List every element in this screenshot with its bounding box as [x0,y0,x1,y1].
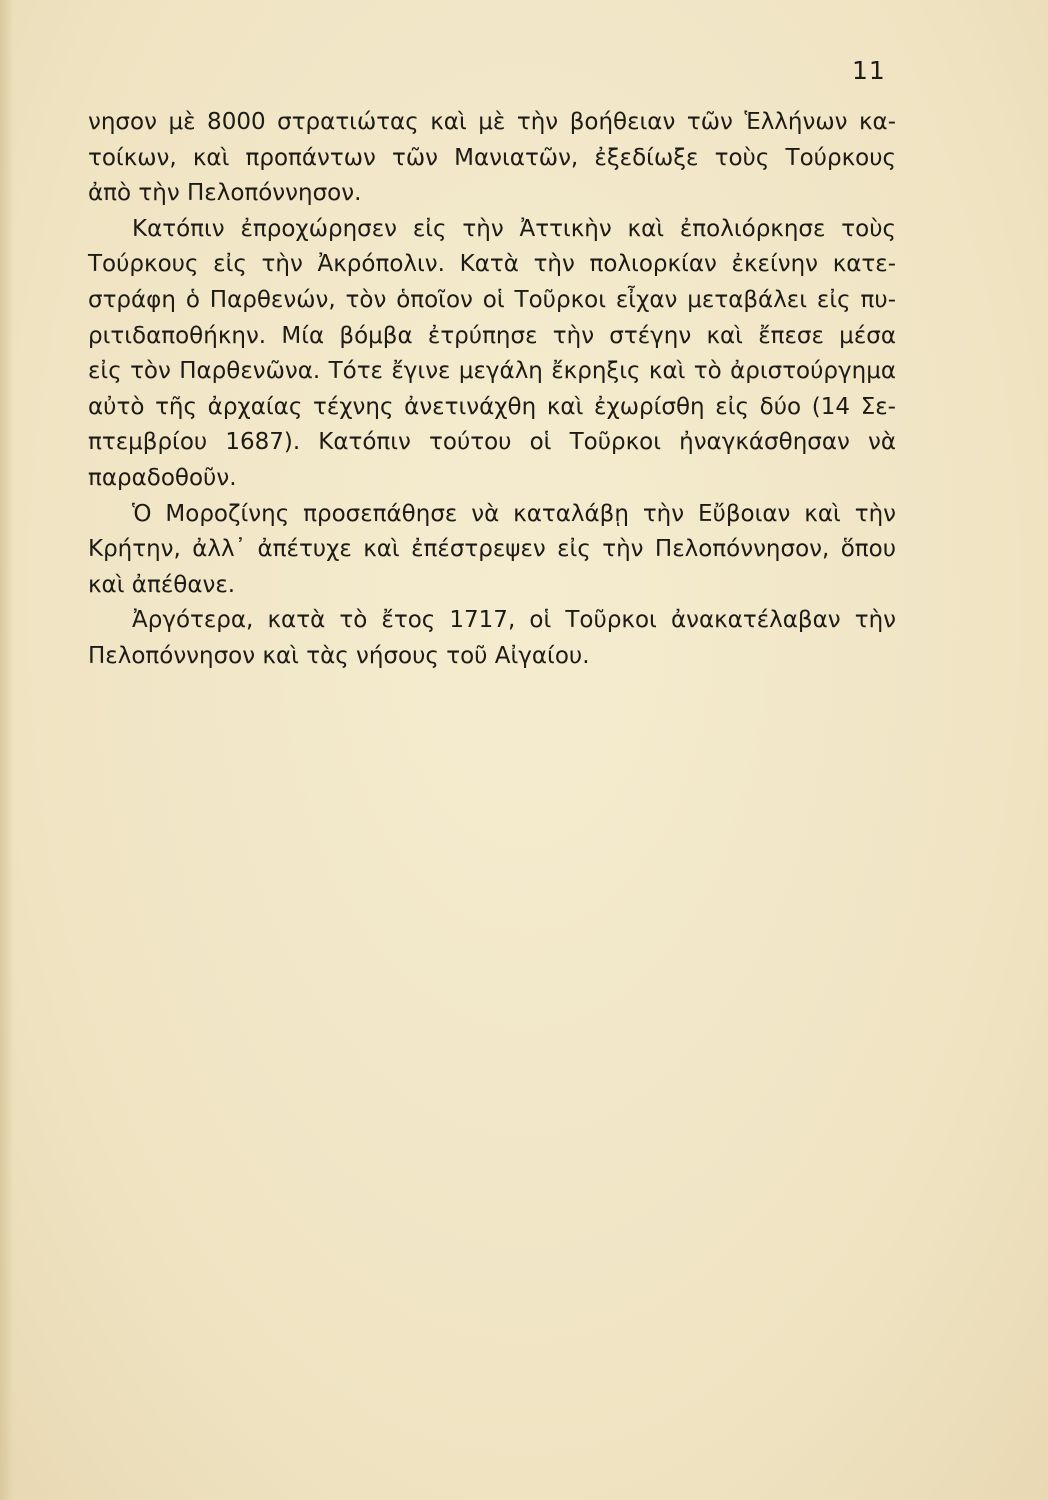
text-line: ριτιδαποθήκην. Μία βόμβα ἐτρύπησε τὴν στέγην καὶ ἔπεσε μέσα [88,322,896,349]
text-line: καὶ ἀπέθανε. [88,571,236,598]
text-line: τοίκων, καὶ προπάντων τῶν Μανιατῶν, ἐξεδίωξε τοὺς Τούρκους [88,144,896,171]
text-line: Τούρκους εἰς τὴν Ἀκρόπολιν. Κατὰ τὴν πολιορκίαν ἐκείνην κατε- [88,251,896,278]
body-text [88,105,896,675]
text-line: ἀπὸ τὴν Πελοπόννησον. [88,180,362,207]
text-line: παραδοθοῦν. [88,464,237,491]
text-line: Ὁ Μοροζίνης προσεπάθησε νὰ καταλάβῃ τὴν Εὔβοιαν καὶ τὴν [132,500,896,527]
text-line: πτεμβρίου 1687). Κατόπιν τούτου οἱ Τοῦρκοι ἠναγκάσθησαν νὰ [88,429,896,456]
page-edge-shadow [0,0,14,1500]
text-line: εἰς τὸν Παρθενῶνα. Τότε ἔγινε μεγάλη ἔκρηξις καὶ τὸ ἀριστούργημα [88,358,896,385]
text-line: αὐτὸ τῆς ἀρχαίας τέχνης ἀνετινάχθη καὶ ἐχωρίσθη εἰς δύο (14 Σε- [88,393,896,420]
page-number: 11 [852,56,886,85]
text-line: Ἀργότερα, κατὰ τὸ ἔτος 1717, οἱ Τοῦρκοι ἀνακατέλαβαν τὴν [132,607,896,634]
text-line: νησον μὲ 8000 στρατιώτας καὶ μὲ τὴν βοήθειαν τῶν Ἑλλήνων κα- [88,109,896,135]
text-line: Πελοπόννησον καὶ τὰς νήσους τοῦ Αἰγαίου. [88,642,590,669]
text-line: Κατόπιν ἐπροχώρησεν εἰς τὴν Ἀττικὴν καὶ ἐπολιόρκησε τοὺς [132,215,896,242]
text-line: στράφη ὁ Παρθενών, τὸν ὁποῖον οἱ Τοῦρκοι εἶχαν μεταβάλει εἰς πυ- [88,286,896,313]
text-line: Κρήτην, ἀλλ᾿ ἀπέτυχε καὶ ἐπέστρεψεν εἰς τὴν Πελοπόννησον, ὅπου [88,536,896,563]
